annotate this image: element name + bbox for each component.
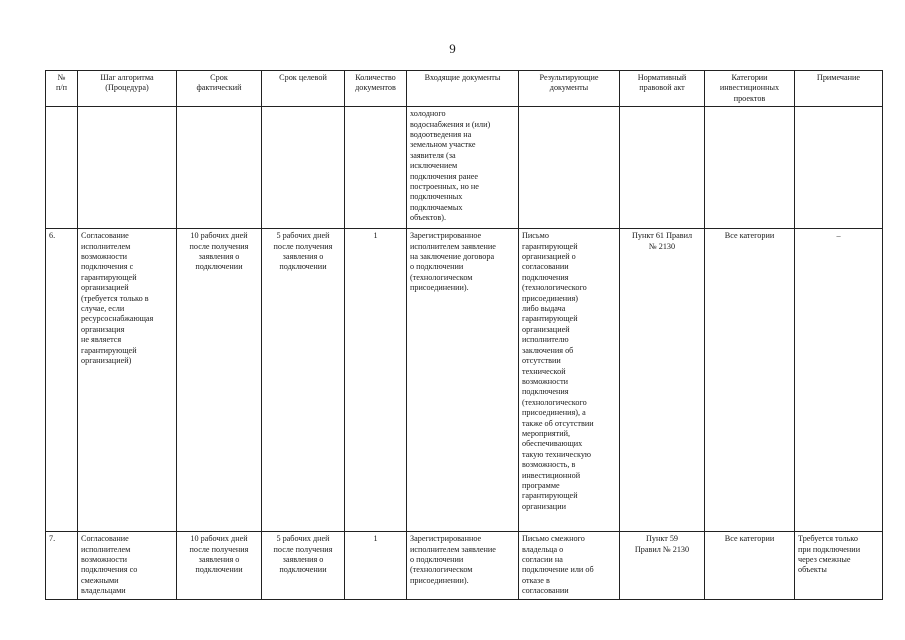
cell-doc-count: 1 <box>345 532 407 599</box>
cell-incoming-docs: Зарегистрированное исполнителем заявление о подключении (технологическом присоединении). <box>407 532 519 599</box>
header-number: № п/п <box>46 71 78 107</box>
cell-empty <box>620 107 705 229</box>
cell-note: Требуется только при подключении через смежные объекты <box>795 532 883 599</box>
header-categories: Категории инвестиционных проектов <box>705 71 795 107</box>
cell-categories: Все категории <box>705 229 795 532</box>
cell-empty <box>78 107 177 229</box>
cell-legal-act: Пункт 59 Правил № 2130 <box>620 532 705 599</box>
table-row <box>46 229 883 532</box>
cell-empty <box>519 107 620 229</box>
cell-legal-act: Пункт 61 Правил № 2130 <box>620 229 705 532</box>
cell-step: Согласование исполнителем возможности подключения с гарантирующей организацией (требуется только в случае, если ресурсоснабжающая организация не является гарантирующей организацией) <box>78 229 177 532</box>
algorithm-table <box>45 70 883 600</box>
cell-result-docs: Письмо смежного владельца о согласии на подключение или об отказе в согласовании <box>519 532 620 599</box>
cell-empty <box>262 107 345 229</box>
header-note: Примечание <box>795 71 883 107</box>
header-actual-term: Срок фактический <box>177 71 262 107</box>
header-legal-act: Нормативный правовой акт <box>620 71 705 107</box>
page-number: 9 <box>449 41 456 56</box>
cell-note: – <box>795 229 883 532</box>
cell-incoming-docs: Зарегистрированное исполнителем заявление на заключение договора о подключении (технологическом присоединении). <box>407 229 519 532</box>
cell-target-term: 5 рабочих дней после получения заявления о подключении <box>262 229 345 532</box>
header-target-term: Срок целевой <box>262 71 345 107</box>
cell-categories: Все категории <box>705 532 795 599</box>
cell-result-docs: Письмо гарантирующей организацией о согласовании подключения (технологического присоединения) либо выдача гарантирующей организацией исполнителю заключения об отсутствии технической возможности подключения (технологического присоединения), а также об отсутствии мероприятий, обеспечивающих такую техническую возможность, в инвестиционной программе гарантирующей организации <box>519 229 620 532</box>
cell-actual-term: 10 рабочих дней после получения заявления о подключении <box>177 229 262 532</box>
table-row-continuation <box>46 107 883 229</box>
cell-step: Согласование исполнителем возможности подключения со смежными владельцами <box>78 532 177 599</box>
cell-number: 6. <box>46 229 78 532</box>
cell-empty <box>705 107 795 229</box>
header-result-docs: Результирующие документы <box>519 71 620 107</box>
table-header-row <box>46 71 883 107</box>
header-doc-count: Количество документов <box>345 71 407 107</box>
header-step: Шаг алгоритма (Процедура) <box>78 71 177 107</box>
header-incoming-docs: Входящие документы <box>407 71 519 107</box>
cell-empty <box>177 107 262 229</box>
cell-actual-term: 10 рабочих дней после получения заявления о подключении <box>177 532 262 599</box>
table-row <box>46 532 883 599</box>
cell-empty <box>345 107 407 229</box>
cell-empty <box>795 107 883 229</box>
cell-empty <box>46 107 78 229</box>
cell-incoming-docs: холодного водоснабжения и (или) водоотведения на земельном участке заявителя (за исключением подключения ранее построенных, но не подключенных подключаемых объектов). <box>407 107 519 229</box>
cell-target-term: 5 рабочих дней после получения заявления о подключении <box>262 532 345 599</box>
cell-doc-count: 1 <box>345 229 407 532</box>
cell-number: 7. <box>46 532 78 599</box>
